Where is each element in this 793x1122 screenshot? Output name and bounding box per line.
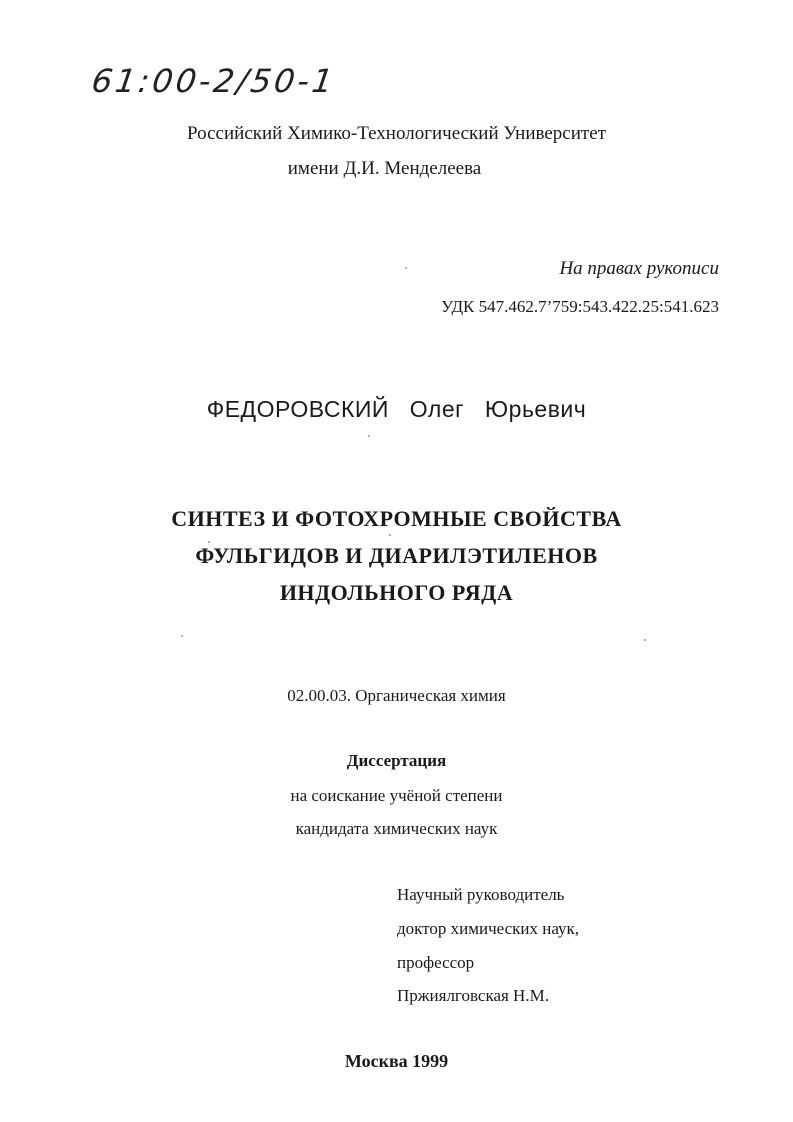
university-name: Российский Химико-Технологический Университет: [187, 123, 606, 144]
degree-purpose-line1: на соискание учёной степени: [290, 786, 503, 805]
document-type-heading: Диссертация: [346, 751, 447, 770]
scan-speck: [181, 635, 183, 637]
archive-number-handwritten: 61:00-2/50-1: [89, 62, 339, 100]
specialty-code: 02.00.03. Органическая химия: [287, 686, 506, 705]
udk-code: УДК 547.462.7’759:543.422.25:541.623: [441, 297, 719, 316]
university-name-line2: имени Д.И. Менделеева: [287, 158, 482, 179]
supervisor-label: Научный руководитель: [397, 885, 565, 904]
supervisor-name: Пржиялговская Н.М.: [397, 986, 549, 1005]
supervisor-title: профессор: [397, 953, 475, 972]
manuscript-rights-note: На правах рукописи: [559, 258, 719, 279]
author-name: ФЕДОРОВСКИЙ Олег Юрьевич: [206, 396, 587, 422]
scan-speck: [368, 435, 370, 437]
scan-speck: [208, 541, 210, 543]
city-year: Москва 1999: [344, 1051, 449, 1071]
dissertation-title-line2: ФУЛЬГИДОВ И ДИАРИЛЭТИЛЕНОВ: [195, 543, 598, 568]
dissertation-title-line1: СИНТЕЗ И ФОТОХРОМНЫЕ СВОЙСТВА: [171, 506, 622, 531]
scan-speck: [389, 534, 391, 536]
dissertation-title-line3: ИНДОЛЬНОГО РЯДА: [279, 580, 514, 605]
scan-speck: [644, 639, 646, 641]
degree-purpose-line2: кандидата химических наук: [295, 819, 498, 838]
supervisor-degree: доктор химических наук,: [397, 919, 580, 938]
scan-speck: [405, 267, 407, 269]
